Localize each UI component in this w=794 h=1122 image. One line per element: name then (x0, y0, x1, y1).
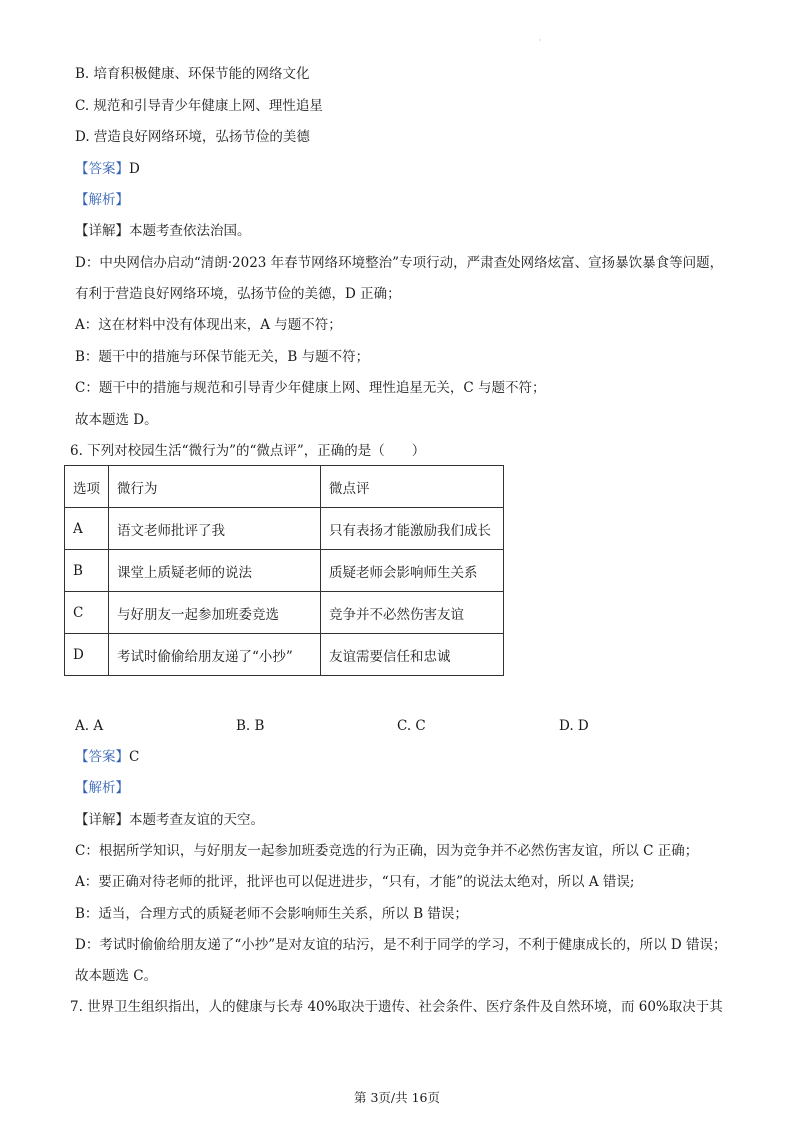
table-row (65, 550, 504, 592)
answer-line (75, 159, 140, 179)
question-6-table (64, 465, 504, 676)
table-cell: 考试时偷偷给朋友递了“小抄” (109, 634, 321, 676)
table-cell: A (65, 508, 109, 550)
table-row (65, 634, 504, 676)
choice-c: C. C (397, 718, 426, 734)
option-d: D. 营造良好网络环境，弘扬节俭的美德 (75, 129, 310, 145)
explanation-line: A：这在材料中没有体现出来，A 与题不符； (75, 317, 342, 333)
answer-line (75, 747, 139, 767)
explanation-line: B：适当，合理方式的质疑老师不会影响师生关系，所以 B 错误； (75, 906, 468, 922)
explanation-line: A：要正确对待老师的批评，批评也可以促进进步，“只有，才能”的说法太绝对，所以 A 错误; (75, 874, 635, 890)
choice-b: B. B (236, 718, 265, 734)
table-row (65, 592, 504, 634)
table-cell: C (65, 592, 109, 634)
analysis-tag: 【解析】 (75, 780, 129, 796)
table-header-row (65, 466, 504, 508)
detail-line (75, 221, 251, 241)
explanation-line: 故本题选 C。 (75, 968, 158, 984)
option-b: B. 培育积极健康、环保节能的网络文化 (75, 66, 310, 82)
question-7-stem: 7. 世界卫生组织指出，人的健康与长寿 40%取决于遗传、社会条件、医疗条件及自然环境，而 60%取决于其 (70, 999, 723, 1015)
option-c: C. 规范和引导青少年健康上网、理性追星 (75, 98, 323, 114)
answer-value: C (129, 749, 140, 765)
detail-text: 本题考查依法治国。 (129, 223, 251, 239)
choice-d: D. D (559, 718, 589, 734)
answer-tag: 【答案】 (75, 749, 129, 765)
table-cell: 语文老师批评了我 (109, 508, 321, 550)
table-header-cell: 微行为 (109, 466, 321, 508)
detail-text: 本题考查友谊的天空。 (129, 812, 264, 828)
explanation-line: C：题干中的措施与规范和引导青少年健康上网、理性追星无关，C 与题不符； (75, 380, 546, 396)
table-cell: 竞争并不必然伤害友谊 (321, 592, 504, 634)
table-cell: D (65, 634, 109, 676)
explanation-line: 故本题选 D。 (75, 412, 158, 428)
scan-mark: · (539, 36, 542, 45)
explanation-line: B：题干中的措施与环保节能无关，B 与题不符； (75, 349, 370, 365)
detail-line (75, 810, 264, 830)
question-6-stem: 6. 下列对校园生活“微行为”的“微点评”，正确的是（ ） (70, 443, 426, 459)
answer-tag: 【答案】 (75, 161, 129, 177)
table-cell: 友谊需要信任和忠诚 (321, 634, 504, 676)
detail-tag: 【详解】 (75, 223, 129, 239)
answer-value: D (129, 161, 140, 177)
table-row (65, 508, 504, 550)
explanation-line: D：中央网信办启动“清朗·2023 年春节网络环境整治”专项行动，严肃查处网络炫富、宣扬暴饮暴食等问题， (75, 255, 724, 271)
table-header-cell: 选项 (65, 466, 109, 508)
explanation-line: D：考试时偷偷给朋友递了“小抄”是对友谊的玷污，是不利于同学的学习，不利于健康成长的，所以 D 错误； (75, 937, 727, 953)
choice-a: A. A (75, 718, 104, 734)
table-cell: 课堂上质疑老师的说法 (109, 550, 321, 592)
table-cell: 只有表扬才能激励我们成长 (321, 508, 504, 550)
table-header-cell: 微点评 (321, 466, 504, 508)
page-number: 第 3页/共 16页 (353, 1090, 441, 1105)
detail-tag: 【详解】 (75, 812, 129, 828)
table-cell: 质疑老师会影响师生关系 (321, 550, 504, 592)
explanation-line: 有利于营造良好网络环境，弘扬节俭的美德，D 正确； (75, 286, 401, 302)
table-cell: B (65, 550, 109, 592)
table-cell: 与好朋友一起参加班委竞选 (109, 592, 321, 634)
explanation-line: C：根据所学知识，与好朋友一起参加班委竞选的行为正确，因为竞争并不必然伤害友谊，所以 C 正确； (75, 843, 699, 859)
analysis-tag: 【解析】 (75, 192, 129, 208)
